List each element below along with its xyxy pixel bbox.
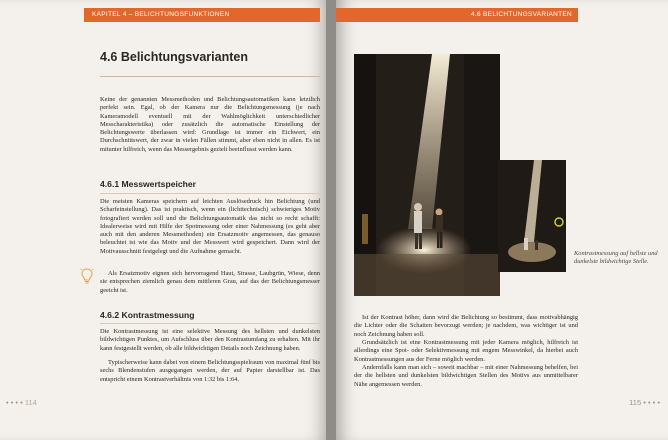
running-header-right: 4.6 BELICHTUNGSVARIANTEN xyxy=(336,8,578,22)
subsection-rule-1 xyxy=(100,193,320,194)
right-paragraph-1: Ist der Kontrast höher, dann wird die Belichtung so bestimmt, dass motivabhängig die Lichter oder die Schatten bevorzugt werden; je nachdem, was wichtiger ist und noch Zeichnung haben soll. xyxy=(354,314,578,338)
right-page xyxy=(336,0,668,440)
footer-dots-left: • • • • xyxy=(6,398,23,407)
subsection-title-1: 4.6.1 Messwertspeicher xyxy=(100,179,197,189)
page-number-right: 115 xyxy=(629,398,642,407)
subsection-1-paragraph-2: Als Ersatzmotiv eignen sich hervorragend Haut, Strasse, Laubgrün, Wiese, denn sie entsprechen ziemlich genau dem mittleren Grau, auf das der Belichtungsmesser geeicht ist. xyxy=(100,270,320,294)
church-interior-photo-detail xyxy=(498,160,566,272)
section-title-rule xyxy=(100,76,320,77)
subsection-2-paragraph-2: Typischerweise kann dabei von einem Belichtungsspielraum von maximal fünf bis sechs Blendenstufen ausgegangen werden, der auf Papier darstellbar ist. Das entspricht einem Kontrastverhältnis von 1:32 bis 1:64. xyxy=(100,359,320,383)
subsection-rule-2 xyxy=(100,323,320,324)
right-paragraph-3: Andernfalls kann man sich – soweit machbar – mit einer Nahmessung behelfen, bei der die hellsten und dunkelsten bildwichtigen Stellen des Motivs aus unmittelbarer Nähe angemessen werden. xyxy=(354,364,578,388)
photo-scene xyxy=(354,54,500,296)
right-paragraph-2: Grundsätzlich ist eine Kontrastmessung mit jeder Kamera möglich, hilfreich ist allerdings eine Spot- oder Selektivmessung mit engem Messwinkel, da hierbei auch Kontrastmessungen aus der Ferne möglich werden. xyxy=(354,339,578,363)
page-footer-left xyxy=(6,398,37,407)
page-footer-right xyxy=(629,398,660,407)
left-page xyxy=(0,0,328,440)
photo-caption: Kontrastmessung auf hellste und dunkelste bildwichtige Stelle. xyxy=(574,250,658,266)
running-header-left: KAPITEL 4 – BELICHTUNGSFUNKTIONEN xyxy=(84,8,320,22)
photo-scene-detail xyxy=(498,160,566,272)
intro-paragraph: Keine der genannten Messmethoden und Belichtungsautomatiken kann letztlich perfekt sein. Egal, ob der Kamera nur die Belichtungsmessung (je nach Kameramodell eventuell mit der Wahlmöglichkeit unterschiedlicher Messcharakteristika) oder zusätzlich die automatische Einstellung der Belichtungswerte überlassen wird: Grundlage ist immer ein Eichwert, ein Durchschnittswert, der zwar in vielen Fällen stimmt, aber eben nicht in allen. Es ist mitunter hilfreich, wenn das Messergebnis gezielt beeinflusst werden kann. xyxy=(100,96,320,153)
subsection-1-paragraph: Die meisten Kameras speichern auf leichten Auslösedruck hin Belichtung (und Scharfeinstellung). Das ist praktisch, wenn ein (lichttechnisch) schwieriges Motiv fotografiert werden soll und die Belichtungsautomatik das nicht so recht schafft: Idealerweise wird mit Hilfe der Spotmessung oder einer Nahmessung (es geht aber auch mit den anderen Messmethoden) ein Ersatzmotiv angemessen, das genauso beleuchtet ist wie das Motiv und der Messwert wird gespeichert. Dann wird der Motivausschnitt festgelegt und die Aufnahme gemacht. xyxy=(100,198,320,255)
subsection-title-2: 4.6.2 Kontrastmessung xyxy=(100,310,195,320)
footer-dots-right: • • • • xyxy=(643,398,660,407)
page-number-left: 114 xyxy=(24,398,37,407)
subsection-2-paragraph: Die Kontrastmessung ist eine selektive Messung des hellsten und dunkelsten bildwichtigen Punktes, um Aufschluss über den Kontrastumfang zu erhalten. Mit ihr kann festgestellt werden, ob alle bildwichtigen Details noch Zeichnung haben. xyxy=(100,328,320,352)
section-title: 4.6 Belichtungsvarianten xyxy=(100,50,248,64)
lightbulb-icon xyxy=(80,267,94,285)
church-interior-photo xyxy=(354,54,500,296)
